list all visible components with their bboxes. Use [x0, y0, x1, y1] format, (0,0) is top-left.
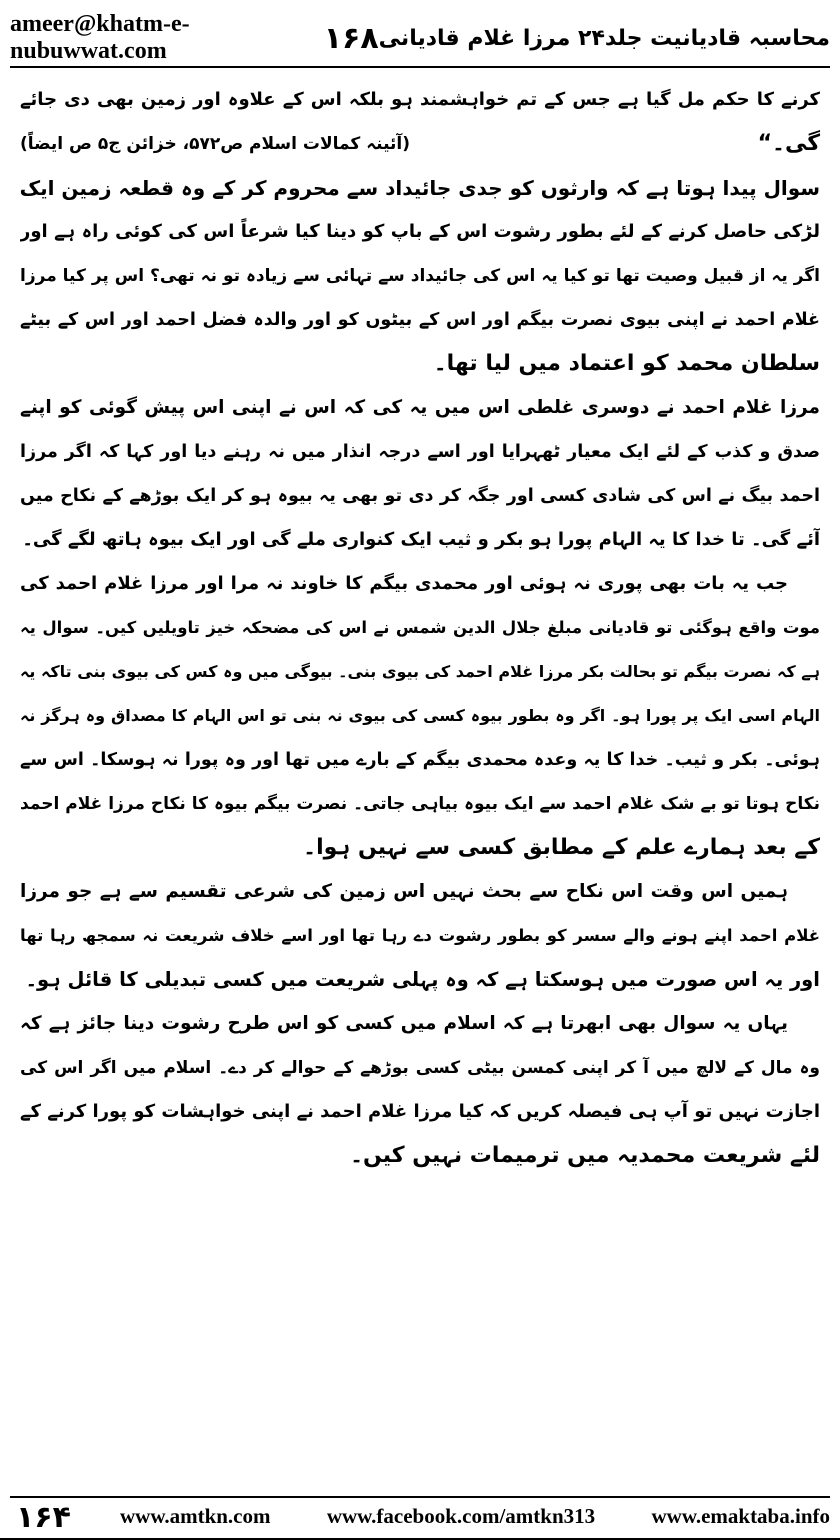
footer-link-facebook[interactable]: www.facebook.com/amtkn313	[326, 1504, 596, 1528]
text-line: لئے شریعت محمدیہ میں ترمیمات نہیں کیں۔	[350, 1143, 820, 1168]
footer-link-amtkn[interactable]: www.amtkn.com	[120, 1504, 271, 1528]
text-line: غلام احمد اپنے ہونے والے سسر کو بطور رشوت دے رہا تھا اور اسے خلاف شریعت نہ سمجھ رہا تھا	[20, 926, 820, 945]
paragraph	[20, 870, 820, 1002]
text-line: کرنے کا حکم مل گیا ہے جس کے تم خواہشمند ہو بلکہ اس کے علاوہ اور زمین بھی دی جائے	[20, 89, 820, 110]
text-line: مرزا غلام احمد نے دوسری غلطی اس میں یہ کی کہ اس نے اپنی اس پیش گوئی کو اپنے	[20, 397, 820, 418]
text-line: کے بعد ہمارے علم کے مطابق کسی سے نہیں ہوا۔	[303, 835, 820, 860]
text-line: اجازت نہیں تو آپ ہی فیصلہ کریں کہ کیا مرزا غلام احمد نے اپنی خواہشات کو پورا کرنے کے	[20, 1101, 820, 1122]
page-header	[10, 11, 830, 64]
quote-end: گی۔“	[757, 131, 820, 156]
running-title: محاسبہ قادیانیت جلد۲۴ مرزا غلام قادیانی	[378, 25, 830, 51]
citation: (آئینہ کمالات اسلام ص۵۷۲، خزائن ج۵ ص ایضاً)	[20, 134, 411, 154]
text-line: احمد بیگ نے اس کی شادی کسی اور جگہ کر دی تو بھی یہ بیوہ ہو کر ایک بوڑھے کے نکاح میں	[20, 486, 820, 506]
text-line: اور یہ اس صورت میں ہوسکتا ہے کہ وہ پہلی شریعت میں کسی تبدیلی کا قائل ہو۔	[25, 968, 820, 991]
header-left	[10, 11, 379, 65]
text-line: ہے کہ نصرت بیگم تو بحالت بکر مرزا غلام احمد کی بیوی بنی۔ بیوگی میں وہ کس کی بیوی بنی تاکہ یہ	[20, 662, 820, 681]
header-email[interactable]: ameer@khatm-e-nubuwwat.com	[10, 11, 190, 64]
paragraph	[20, 1002, 820, 1178]
footer-links	[120, 1504, 830, 1529]
page-footer	[0, 1490, 840, 1540]
text-line: سلطان محمد کو اعتماد میں لیا تھا۔	[433, 351, 820, 376]
footer-rule	[10, 1496, 830, 1498]
text-line: الہام اسی ایک پر پورا ہو۔ اگر وہ بطور بیوہ کسی کی بیوی نہ بنی تو اس الہام کا مصداق وہ ہرگز نہ	[20, 706, 820, 725]
paragraph	[20, 166, 820, 386]
text-line: یہاں یہ سوال بھی ابھرتا ہے کہ اسلام میں کسی کو اس طرح رشوت دینا جائز ہے کہ	[20, 1013, 788, 1034]
page-body	[20, 78, 820, 1178]
text-line: سوال پیدا ہوتا ہے کہ وارثوں کو جدی جائیداد سے محروم کر کے وہ قطعہ زمین ایک	[20, 176, 820, 200]
text-line: وہ مال کے لالچ میں آ کر اپنی کمسن بیٹی کسی بوڑھے کے حوالے کر دے۔ اسلام میں اگر اس کی	[20, 1058, 820, 1078]
text-line: ہمیں اس وقت اس نکاح سے بحث نہیں اس زمین کی شرعی تقسیم سے ہے جو مرزا	[20, 881, 788, 902]
text-line: صدق و کذب کے لئے ایک معیار ٹھہرایا اور اسے درجہ انذار میں نہ رہنے دیا اور کہا کہ اگر مرزا	[20, 442, 820, 462]
text-line: جب یہ بات بھی پوری نہ ہوئی اور محمدی بیگم کا خاوند نہ مرا اور مرزا غلام احمد کی	[20, 573, 788, 594]
paragraph	[20, 386, 820, 562]
text-line: موت واقع ہوگئی تو قادیانی مبلغ جلال الدین شمس نے اس کی مضحکہ خیز تاویلیں کیں۔ سوال یہ	[20, 618, 820, 637]
header-rule	[10, 66, 830, 68]
footer-page-number: ۱۶۴	[16, 1500, 71, 1535]
text-line: اگر یہ از قبیل وصیت تھا تو کیا یہ اس کی جائیداد سے تہائی سے زیادہ تو نہ تھی؟ اس پر کیا مرزا	[20, 266, 820, 286]
footer-link-emaktaba[interactable]: www.emaktaba.info	[651, 1504, 830, 1528]
text-line: آئے گی۔ تا خدا کا یہ الہام پورا ہو بکر و ثیب ایک کنواری ملے گی اور ایک بیوہ ہاتھ لگے گی۔	[22, 529, 820, 550]
text-line: لڑکی حاصل کرنے کے لئے بطور رشوت اس کے باپ کو دینا کیا شرعاً اس کی کوئی راہ ہے اور	[20, 221, 820, 242]
text-line: نکاح ہوتا تو بے شک غلام احمد سے ایک بیوہ بیاہی جاتی۔ نصرت بیگم بیوہ کا نکاح مرزا غلام احمد	[20, 794, 820, 814]
paragraph	[20, 562, 820, 870]
text-line: غلام احمد نے اپنی بیوی نصرت بیگم اور اس کے بیٹوں کو اور والدہ فضل احمد اور اس کے بیٹے	[20, 310, 820, 330]
text-line: ہوئی۔ بکر و ثیب۔ خدا کا یہ وعدہ محمدی بیگم کے بارے میں تھا اور وہ پورا نہ ہوسکا۔ اس سے	[20, 750, 820, 770]
citation-row	[20, 122, 820, 166]
header-page-number: ۱۶۸	[323, 20, 379, 56]
